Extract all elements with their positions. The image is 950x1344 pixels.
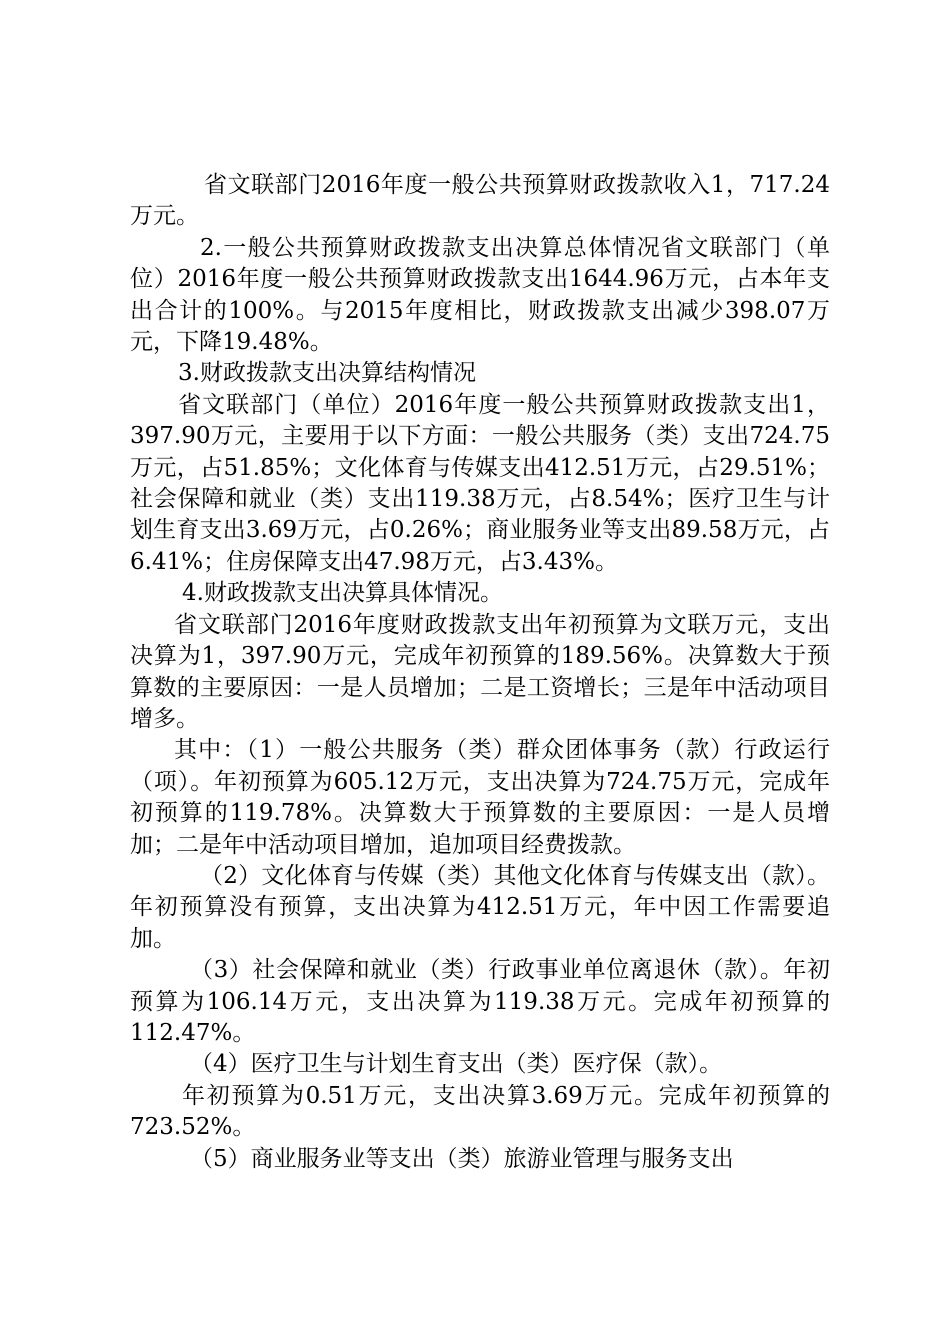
- paragraph-item-1: 其中：（1）一般公共服务（类）群众团体事务（款）行政运行（项）。年初预算为605.12万元，支出决算为724.75万元，完成年初预算的119.78%。决算数大于预算数的主要原因：一是人员增加；二是年中活动项目增加，追加项目经费拨款。: [130, 737, 830, 858]
- paragraph-item-4-title: （4）医疗卫生与计划生育支出（类）医疗保（款）。: [190, 1051, 723, 1078]
- paragraph-revenue-summary: 省文联部门2016年度一般公共预算财政拨款收入1，717.24万元。: [130, 172, 830, 230]
- document-body: [130, 170, 830, 1175]
- paragraph-item-2: （2）文化体育与传媒（类）其他文化体育与传媒支出（款）。年初预算没有预算，支出决算为412.51万元，年中因工作需要追加。: [130, 862, 830, 952]
- paragraph-expenditure-structure: 省文联部门（单位）2016年度一般公共预算财政拨款支出1，397.90万元，主要用于以下方面：一般公共服务（类）支出724.75万元，占51.85%；文化体育与传媒支出412.51万元，占29.51%；社会保障和就业（类）支出119.38万元，占8.54%；医疗卫生与计划生育支出3.69万元，占0.26%；商业服务业等支出89.58万元，占6.41%；住房保障支出47.98万元，占3.43%。: [130, 391, 830, 575]
- section-heading-details: 4.财政拨款支出决算具体情况。: [182, 580, 503, 607]
- paragraph-item-5: （5）商业服务业等支出（类）旅游业管理与服务支出: [190, 1145, 734, 1172]
- paragraph-item-3: （3）社会保障和就业（类）行政事业单位离退休（款）。年初预算为106.14万元，支出决算为119.38万元。完成年初预算的112.47%。: [130, 957, 830, 1046]
- paragraph-item-4-body: 年初预算为0.51万元，支出决算3.69万元。完成年初预算的723.52%。: [130, 1082, 830, 1141]
- paragraph-expenditure-overview: 2.一般公共预算财政拨款支出决算总体情况省文联部门（单位）2016年度一般公共预算财政拨款支出1644.96万元，占本年支出合计的100%。与2015年度相比，财政拨款支出减少398.07万元，下降19.48%。: [130, 234, 830, 356]
- paragraph-expenditure-details: 省文联部门2016年度财政拨款支出年初预算为文联万元，支出决算为1，397.90万元，完成年初预算的189.56%。决算数大于预算数的主要原因：一是人员增加；二是工资增长；三是年中活动项目增多。: [130, 611, 830, 732]
- section-heading-structure: 3.财政拨款支出决算结构情况: [178, 360, 476, 387]
